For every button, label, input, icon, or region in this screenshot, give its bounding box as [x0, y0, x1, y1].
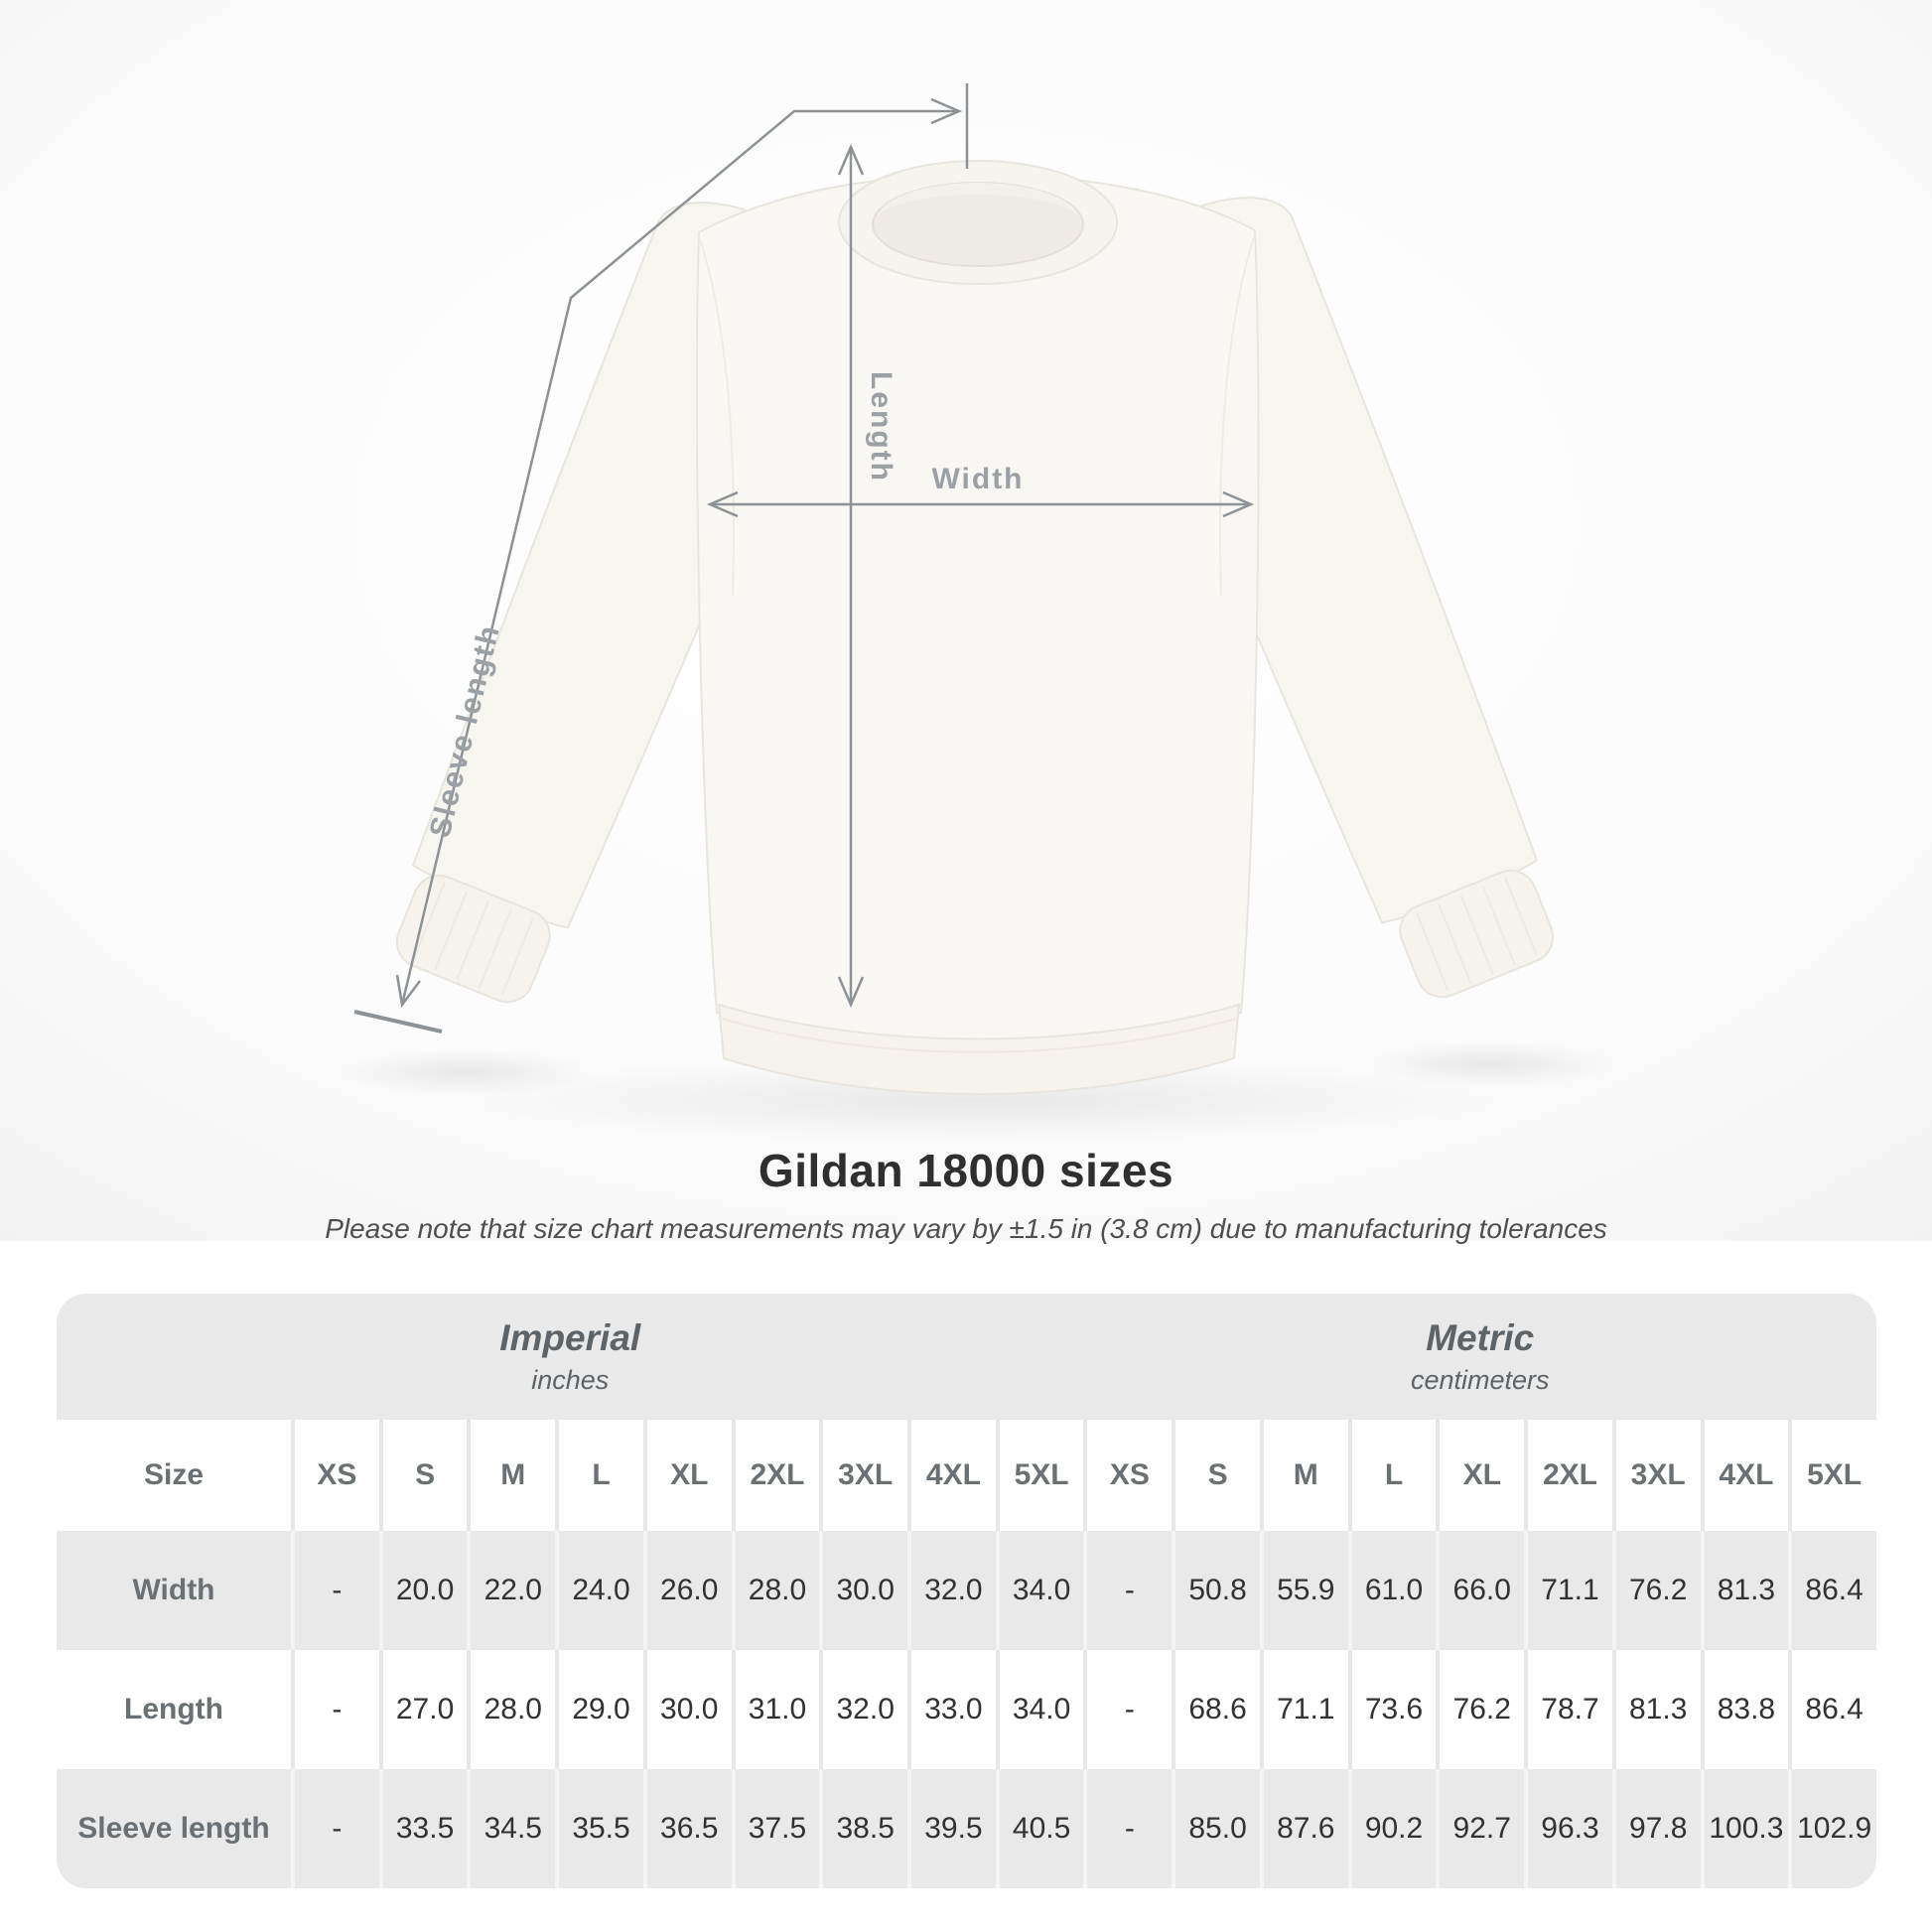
- value-cell: 61.0: [1348, 1531, 1437, 1650]
- size-col-header: L: [1348, 1420, 1437, 1531]
- value-cell: 33.0: [907, 1650, 996, 1769]
- tolerance-note: Please note that size chart measurements may vary by ±1.5 in (3.8 cm) due to manufacturing tolerances: [325, 1213, 1607, 1244]
- value-cell: 29.0: [555, 1650, 643, 1769]
- value-cell: 96.3: [1524, 1769, 1612, 1888]
- unit-group-metric: [1083, 1294, 1876, 1420]
- body-panel: [697, 175, 1259, 1050]
- page-title: Gildan 18000 sizes: [758, 1145, 1174, 1196]
- value-cell: -: [1083, 1650, 1172, 1769]
- sleeve-length-label: Sleeve length: [423, 621, 507, 841]
- title-block: [0, 1144, 1932, 1245]
- value-cell: 78.7: [1524, 1650, 1612, 1769]
- value-cell: 35.5: [555, 1769, 643, 1888]
- value-cell: 34.0: [996, 1650, 1084, 1769]
- value-cell: 90.2: [1348, 1769, 1437, 1888]
- value-cell: 26.0: [643, 1531, 732, 1650]
- value-cell: 37.5: [732, 1769, 820, 1888]
- row-label-width: Width: [57, 1531, 291, 1650]
- value-cell: 33.5: [379, 1769, 468, 1888]
- value-cell: 50.8: [1172, 1531, 1260, 1650]
- value-cell: 68.6: [1172, 1650, 1260, 1769]
- value-cell: 27.0: [379, 1650, 468, 1769]
- value-cell: 40.5: [996, 1769, 1084, 1888]
- value-cell: 76.2: [1612, 1531, 1701, 1650]
- width-label: Width: [931, 463, 1025, 495]
- value-cell: 32.0: [907, 1531, 996, 1650]
- size-col-header: XL: [643, 1420, 732, 1531]
- value-cell: 81.3: [1612, 1650, 1701, 1769]
- size-col-header: 4XL: [1701, 1420, 1789, 1531]
- value-cell: 20.0: [379, 1531, 468, 1650]
- value-cell: 85.0: [1172, 1769, 1260, 1888]
- value-cell: 55.9: [1260, 1531, 1348, 1650]
- value-cell: 38.5: [819, 1769, 907, 1888]
- size-col-header: M: [1260, 1420, 1348, 1531]
- unit-group-imperial: [57, 1294, 1083, 1420]
- value-cell: -: [1083, 1769, 1172, 1888]
- size-col-header: 5XL: [1788, 1420, 1876, 1531]
- size-col-header: 4XL: [907, 1420, 996, 1531]
- value-cell: 86.4: [1788, 1650, 1876, 1769]
- size-col-header: M: [467, 1420, 555, 1531]
- size-header-cell: Size: [57, 1420, 291, 1531]
- size-col-header: XL: [1436, 1420, 1524, 1531]
- value-cell: 24.0: [555, 1531, 643, 1650]
- value-cell: 30.0: [643, 1650, 732, 1769]
- size-col-header: L: [555, 1420, 643, 1531]
- size-col-header: 5XL: [996, 1420, 1084, 1531]
- size-table: [57, 1294, 1876, 1888]
- unit-group-label: Imperial: [499, 1317, 641, 1358]
- value-cell: 83.8: [1701, 1650, 1789, 1769]
- size-col-header: XS: [291, 1420, 379, 1531]
- collar: [839, 161, 1117, 284]
- value-cell: 100.3: [1701, 1769, 1789, 1888]
- value-cell: 86.4: [1788, 1531, 1876, 1650]
- value-cell: 32.0: [819, 1650, 907, 1769]
- size-col-header: 2XL: [732, 1420, 820, 1531]
- value-cell: 36.5: [643, 1769, 732, 1888]
- size-col-header: S: [379, 1420, 468, 1531]
- value-cell: 22.0: [467, 1531, 555, 1650]
- value-cell: 71.1: [1524, 1531, 1612, 1650]
- value-cell: 92.7: [1436, 1769, 1524, 1888]
- value-cell: 76.2: [1436, 1650, 1524, 1769]
- unit-group-label: Metric: [1426, 1317, 1535, 1358]
- value-cell: 28.0: [732, 1531, 820, 1650]
- length-label: Length: [865, 371, 897, 483]
- size-col-header: 3XL: [819, 1420, 907, 1531]
- value-cell: 102.9: [1788, 1769, 1876, 1888]
- size-col-header: 3XL: [1612, 1420, 1701, 1531]
- value-cell: 34.5: [467, 1769, 555, 1888]
- size-col-header: 2XL: [1524, 1420, 1612, 1531]
- size-col-header: S: [1172, 1420, 1260, 1531]
- value-cell: 97.8: [1612, 1769, 1701, 1888]
- value-cell: 31.0: [732, 1650, 820, 1769]
- value-cell: 34.0: [996, 1531, 1084, 1650]
- value-cell: 28.0: [467, 1650, 555, 1769]
- unit-group-unit: inches: [531, 1365, 610, 1395]
- value-cell: 39.5: [907, 1769, 996, 1888]
- unit-group-unit: centimeters: [1410, 1365, 1550, 1395]
- value-cell: -: [291, 1769, 379, 1888]
- value-cell: -: [291, 1650, 379, 1769]
- value-cell: 30.0: [819, 1531, 907, 1650]
- value-cell: 71.1: [1260, 1650, 1348, 1769]
- value-cell: -: [291, 1531, 379, 1650]
- value-cell: 66.0: [1436, 1531, 1524, 1650]
- value-cell: -: [1083, 1531, 1172, 1650]
- value-cell: 87.6: [1260, 1769, 1348, 1888]
- size-col-header: XS: [1083, 1420, 1172, 1531]
- value-cell: 73.6: [1348, 1650, 1437, 1769]
- row-label-sleeve-length: Sleeve length: [57, 1769, 291, 1888]
- row-label-length: Length: [57, 1650, 291, 1769]
- value-cell: 81.3: [1701, 1531, 1789, 1650]
